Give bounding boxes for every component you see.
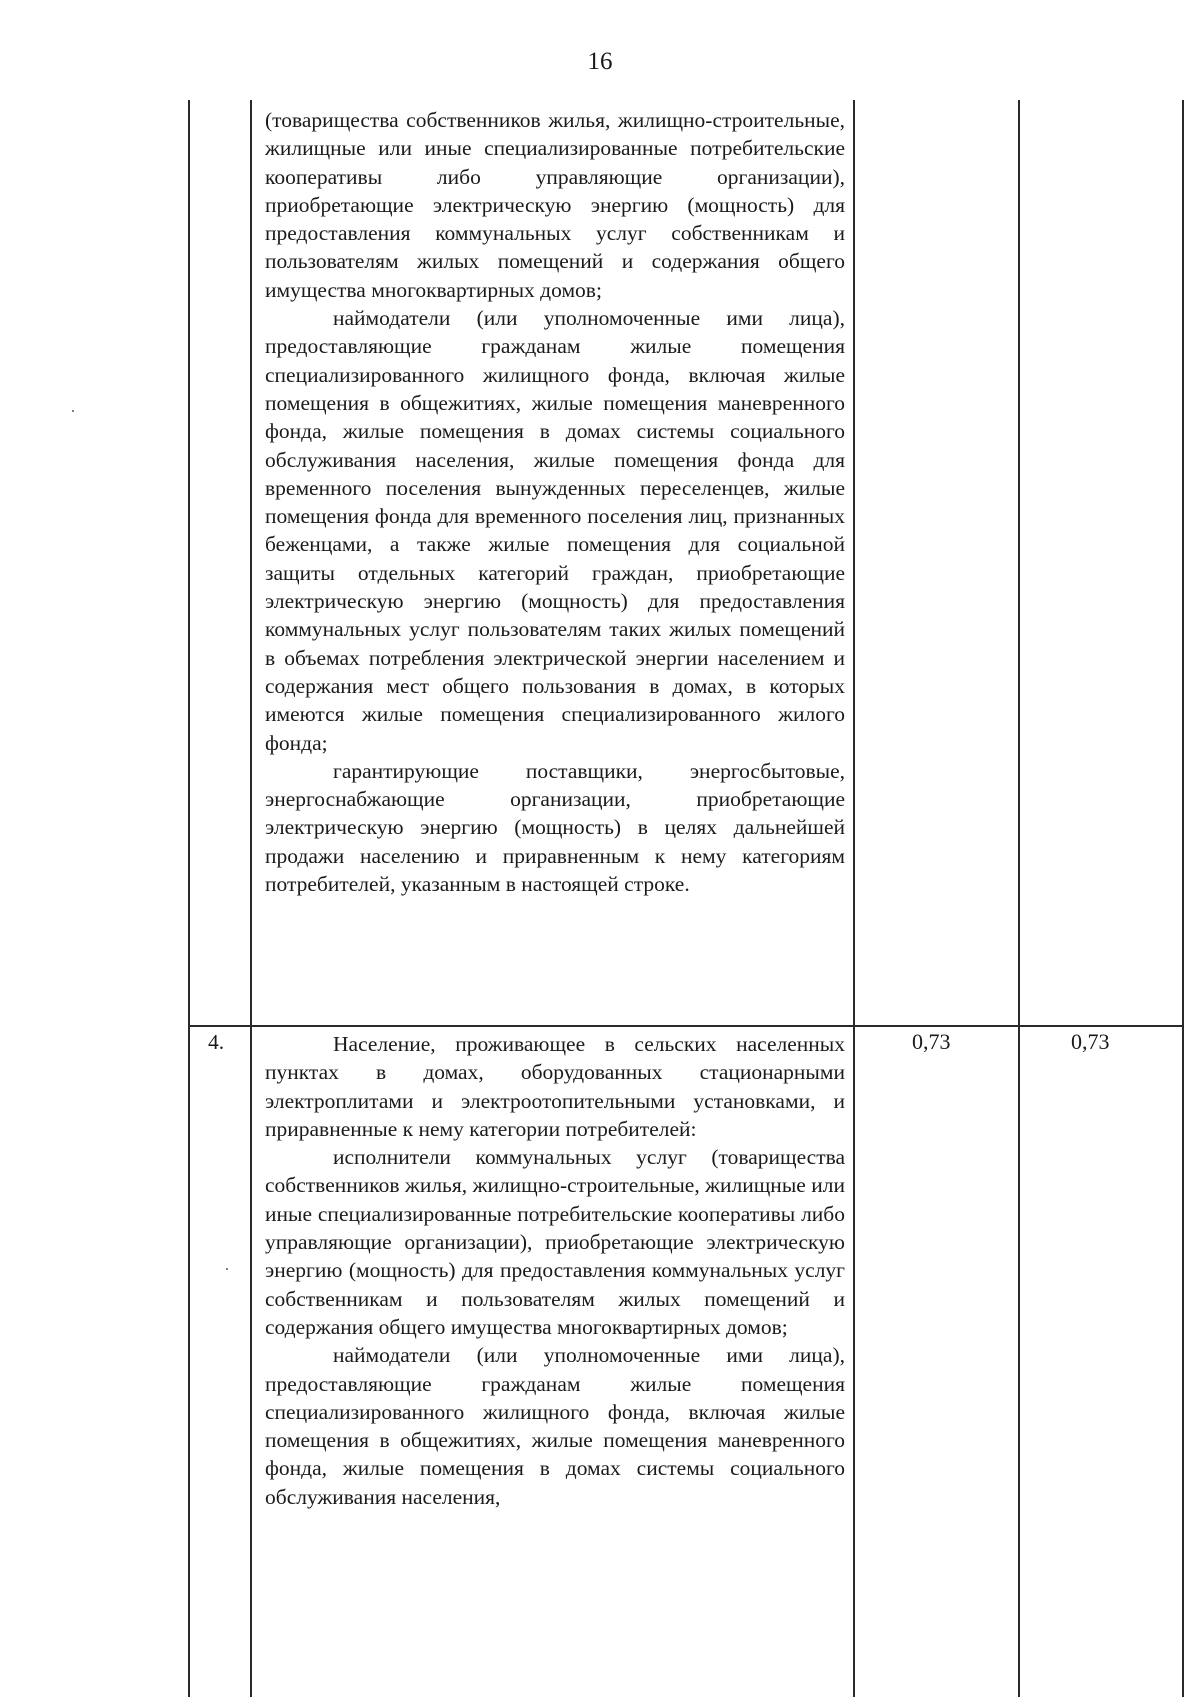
row-4-paragraph: исполнители коммунальных услуг (товарищества собственников жилья, жилищно-строительные, жилищные или иные специализированные потребительские кооперативы либо управляющие организации), приобретающие электрическую энергию (мощность) для предоставления коммунальных услуг собственникам и пользователям жилых помещений и содержания общего имущества многоквартирных домов; bbox=[265, 1145, 845, 1339]
row-continued-paragraph: (товарищества собственников жилья, жилищно-строительные, жилищные или иные специализированные потребительские кооперативы либо управляющие организации), приобретающие электрическую энергию (мощность) для предоставления коммунальных услуг собственникам и пользователям жилых помещений и содержания общего имущества многоквартирных домов; bbox=[265, 108, 845, 302]
table-border-left bbox=[188, 100, 190, 1697]
table-border-right bbox=[1182, 100, 1184, 1697]
row-4-paragraph: наймодатели (или уполномоченные ими лица), предоставляющие гражданам жилые помещения специализированного жилищного фонда, включая жилые помещения в общежитиях, жилые помещения маневренного фонда, жилые помещения в домах системы социального обслуживания населения, bbox=[265, 1343, 845, 1509]
scan-speck bbox=[226, 1268, 228, 1270]
scan-speck bbox=[72, 410, 74, 412]
row-4-description bbox=[265, 1030, 845, 1511]
row-continued-description bbox=[265, 106, 845, 898]
table-divider-description-column bbox=[853, 100, 855, 1697]
row-continued-paragraph: гарантирующие поставщики, энергосбытовые, энергоснабжающие организации, приобретающие электрическую энергию (мощность) в целях дальнейшей продажи населению и приравненным к нему категориям потребителей, указанным в настоящей строке. bbox=[265, 758, 845, 897]
table-divider-number-column bbox=[250, 100, 252, 1697]
row-4-number: 4. bbox=[208, 1030, 225, 1054]
table-row-separator bbox=[188, 1025, 1184, 1027]
row-4-value-1: 0,73 bbox=[912, 1029, 951, 1054]
table-divider-value-columns bbox=[1018, 100, 1020, 1697]
row-continued-paragraph: наймодатели (или уполномоченные ими лица), предоставляющие гражданам жилые помещения специализированного жилищного фонда, включая жилые помещения в общежитиях, жилые помещения маневренного фонда, жилые помещения в домах системы социального обслуживания населения, жилые помещения фонда для временного поселения вынужденных переселенцев, жилые помещения фонда для временного поселения лиц, признанных беженцами, а также жилые помещения для социальной защиты отдельных категорий граждан, приобретающие электрическую энергию (мощность) для предоставления коммунальных услуг пользователям таких жилых помещений в объемах потребления электрической энергии населением и содержания мест общего пользования в домах, в которых имеются жилые помещения специализированного жилого фонда; bbox=[265, 306, 845, 755]
page-number: 16 bbox=[587, 48, 613, 75]
row-4-value-2: 0,73 bbox=[1071, 1029, 1110, 1054]
row-4-paragraph: Население, проживающее в сельских населенных пунктах в домах, оборудованных стационарными электроплитами и электроотопительными установками, и приравненные к нему категории потребителей: bbox=[265, 1032, 845, 1141]
